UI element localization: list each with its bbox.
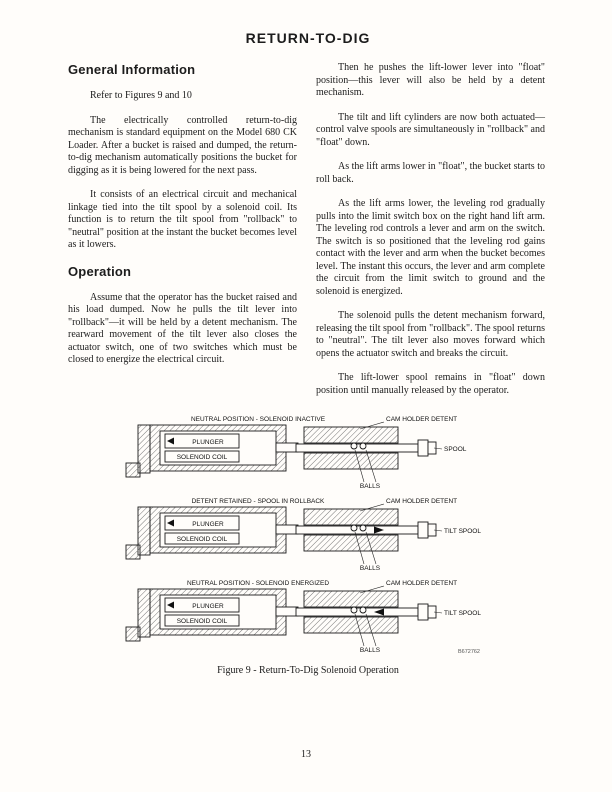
- detent-ball: [360, 607, 366, 613]
- detent-ball: [360, 443, 366, 449]
- cam-holder-detent-label: CAM HOLDER DETENT: [386, 498, 458, 505]
- photo-ref-number: B672762: [457, 649, 480, 655]
- page-title: RETURN-TO-DIG: [245, 30, 371, 46]
- diagram-title: NEUTRAL POSITION - SOLENOID INACTIVE: [190, 416, 326, 423]
- spool-end-cap: [418, 604, 428, 620]
- spool-label: TILT SPOOL: [444, 610, 481, 617]
- detent-ball: [360, 525, 366, 531]
- spool-label: TILT SPOOL: [444, 528, 481, 535]
- spool-end-cap: [418, 440, 428, 456]
- linkage-rod: [276, 443, 298, 452]
- plunger-label: PLUNGER: [192, 439, 224, 446]
- general-information-heading: General Information: [68, 62, 196, 77]
- page-number: 13: [301, 749, 311, 760]
- plunger-label: PLUNGER: [192, 603, 224, 610]
- valve-body-upper: [304, 509, 398, 525]
- left-column: [68, 62, 297, 409]
- valve-body-lower: [304, 535, 398, 551]
- spool-end-cap: [418, 522, 428, 538]
- paragraph-right-5: The solenoid pulls the detent mechanism forward, releasing the tilt spool from "rollback". The spool returns to "neutral". The tilt lever also moves forward which opens the actuator switch and breaks the circuit.: [316, 310, 545, 359]
- paragraph-operation-1: Assume that the operator has the bucket raised and his load dumped. Now he pulls the tilt lever into "rollback"—it will be held by a detent mechanism. The rearward movement of the tilt lever also closes the actuator switch, one of two switches which must be closed to energize the electrical circuit.: [68, 291, 297, 365]
- solenoid-coil-label: SOLENOID COIL: [176, 454, 228, 461]
- paragraph-right-2: The tilt and lift cylinders are now both actuated—control valve spools are simultaneously in "rollback" and "float" down.: [316, 111, 545, 148]
- figure-diagram-stack: [108, 413, 508, 657]
- paragraph-refer-figures: Refer to Figures 9 and 10: [90, 90, 192, 101]
- balls-label: BALLS: [359, 647, 381, 654]
- paragraph-right-3: As the lift arms lower in "float", the bucket starts to roll back.: [316, 161, 545, 185]
- balls-label: BALLS: [359, 483, 381, 490]
- detent-ball: [351, 607, 357, 613]
- figure-9: [68, 413, 548, 676]
- mounting-foot: [126, 463, 140, 477]
- valve-body-upper: [304, 427, 398, 443]
- mounting-foot: [126, 627, 140, 641]
- linkage-rod: [276, 607, 298, 616]
- cam-holder-detent-label: CAM HOLDER DETENT: [386, 416, 458, 423]
- paragraph-right-1: Then he pushes the lift-lower lever into "float" position—this lever will also be held by a detent mechanism.: [316, 62, 545, 98]
- solenoid-diagram-neutral-inactive: [108, 413, 508, 493]
- plunger-label: PLUNGER: [192, 521, 224, 528]
- solenoid-coil-label: SOLENOID COIL: [176, 618, 228, 625]
- paragraph-right-6: The lift-lower spool remains in "float" down position until manually released by the operator.: [316, 372, 545, 396]
- cam-holder-detent-label: CAM HOLDER DETENT: [386, 580, 458, 587]
- paragraph-general-1: The electrically controlled return-to-dig mechanism is standard equipment on the Model 680 CK Loader. After a bucket is raised and dumped, the return-to-dig mechanism automatically positions the bucket for digging as it is being lowered for the next pass.: [68, 114, 297, 176]
- solenoid-diagram-rollback: [108, 495, 508, 575]
- diagram-title: NEUTRAL POSITION - SOLENOID ENERGIZED: [186, 580, 330, 587]
- mounting-foot: [126, 545, 140, 559]
- operation-heading: Operation: [68, 263, 132, 279]
- diagram-title: DETENT RETAINED - SPOOL IN ROLLBACK: [191, 498, 325, 505]
- spool-label: SPOOL: [444, 446, 467, 453]
- valve-body-lower: [304, 617, 398, 633]
- right-column: [316, 62, 545, 409]
- linkage-rod: [276, 525, 298, 534]
- valve-body-lower: [304, 453, 398, 469]
- detent-ball: [351, 525, 357, 531]
- text-columns: [68, 62, 548, 409]
- figure-caption: Figure 9 - Return-To-Dig Solenoid Operation: [217, 665, 399, 676]
- valve-body-upper: [304, 591, 398, 607]
- balls-label: BALLS: [359, 565, 381, 572]
- solenoid-diagram-energized: [108, 577, 508, 657]
- paragraph-right-4: As the lift arms lower, the leveling rod gradually pulls into the limit switch box on the right hand lift arm. The leveling rod controls a lever and arm on the switch. The switch is so positioned that the leveling rod gains contact with the lever and arm when the bucket becomes level. The instant this occurs, the lever and arm complete the circuit from the limit switch to ground and the solenoid is energized.: [316, 198, 545, 297]
- detent-ball: [351, 443, 357, 449]
- paragraph-general-2: It consists of an electrical circuit and mechanical linkage tied into the tilt spool by a solenoid coil. Its function is to return the tilt spool from "rollback" to "neutral" position at the instant the bucket becomes level as it lowers.: [68, 189, 297, 250]
- solenoid-coil-label: SOLENOID COIL: [176, 536, 228, 543]
